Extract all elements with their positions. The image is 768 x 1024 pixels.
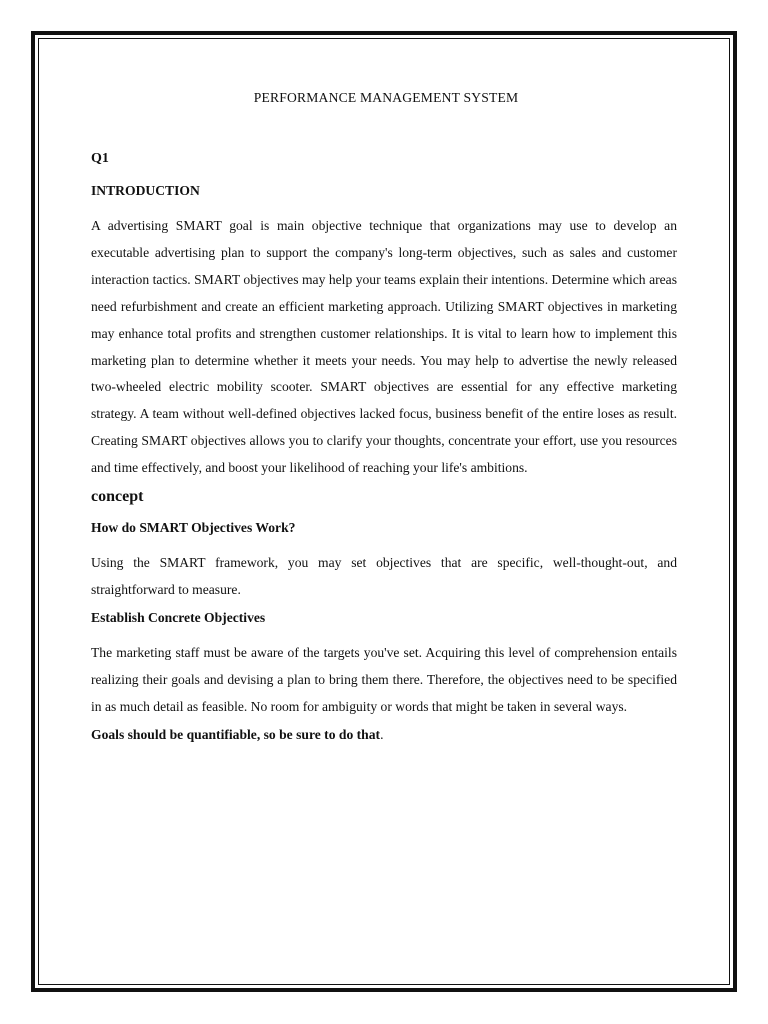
question-label: Q1 <box>91 151 109 166</box>
quantifiable-heading-period: . <box>380 726 384 742</box>
introduction-heading: INTRODUCTION <box>91 183 200 198</box>
introduction-paragraph: A advertising SMART goal is main objective technique that organizations may use to develop an executable advertising plan to support the company's long-term objectives, such as sales and customer interaction tactics. SMART objectives may help your teams explain their intentions. Determine which areas need refurbishment and create an efficient marketing approach. Utilizing SMART objectives in marketing may enhance total profits and strengthen customer relationships. It is vital to learn how to implement this marketing plan to determine whether it meets your needs. You may help to advertise the newly released two-wheeled electric mobility scooter. SMART objectives are essential for any effective marketing strategy. A team without well-defined objectives lacked focus, business benefit of the entire loses as result. Creating SMART objectives allows you to clarify your thoughts, concentrate your effort, use you resources and time effectively, and boost your likelihood of reaching your life's ambitions. <box>91 218 677 476</box>
concrete-objectives-heading: Establish Concrete Objectives <box>91 609 266 625</box>
concrete-objectives-paragraph: The marketing staff must be aware of the targets you've set. Acquiring this level of comprehension entails realizing their goals and devising a plan to bring them there. Therefore, the objectives need to be specified in as much detail as feasible. No room for ambiguity or words that might be taken in several ways. <box>91 644 677 714</box>
document-title: PERFORMANCE MANAGEMENT SYSTEM <box>253 90 519 105</box>
how-smart-works-heading: How do SMART Objectives Work? <box>91 520 296 536</box>
document-body <box>91 90 677 757</box>
concept-heading: concept <box>91 488 144 506</box>
quantifiable-heading-text: Goals should be quantifiable, so be sure to do that <box>91 726 381 742</box>
quantifiable-heading <box>91 727 677 743</box>
how-smart-works-paragraph: Using the SMART framework, you may set objectives that are specific, well-thought-out, and straightforward to measure. <box>91 555 677 597</box>
